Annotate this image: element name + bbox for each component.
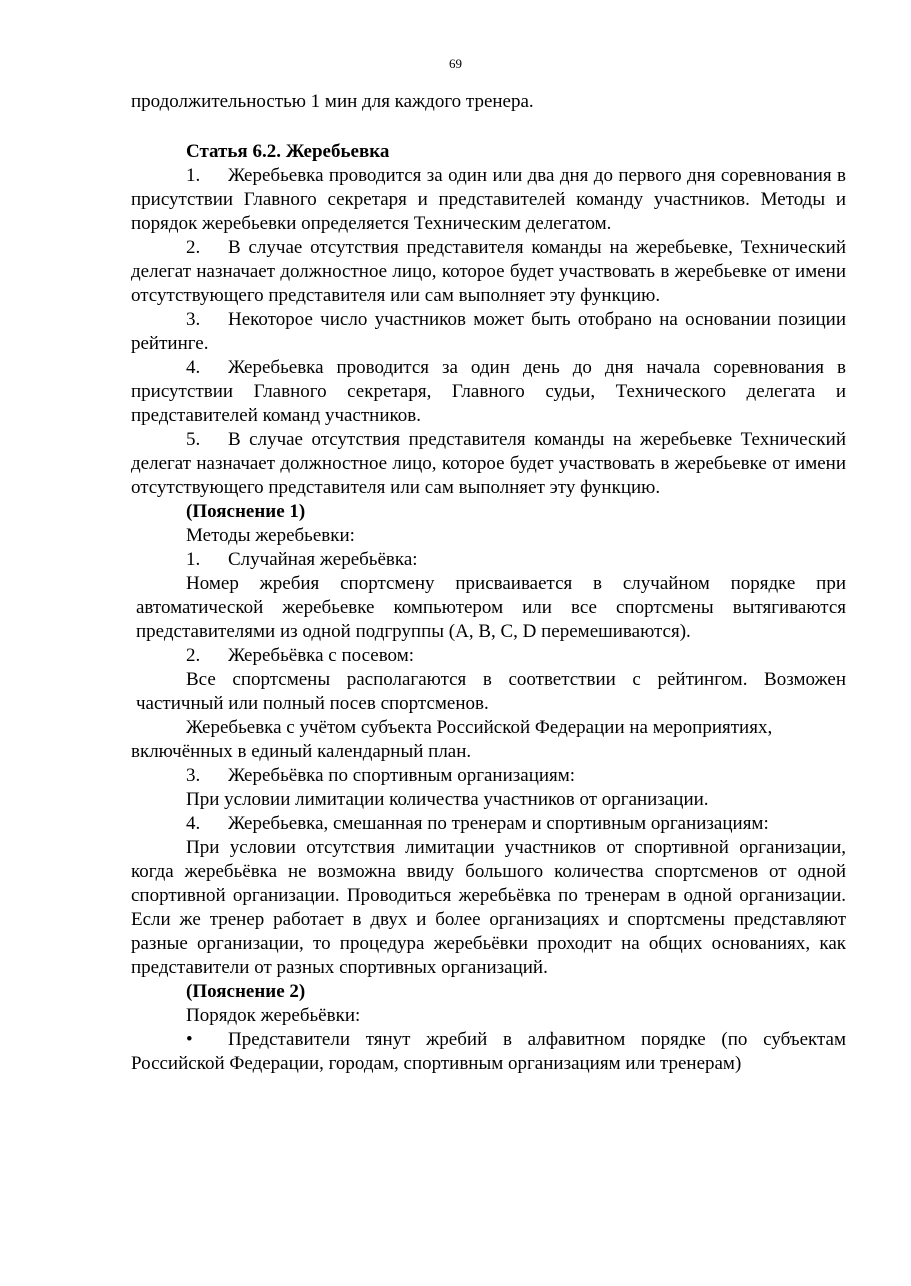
method-3-title: 3. Жеребьёвка по спортивным организациям: <box>186 765 576 786</box>
note-1-heading: (Пояснение 1) <box>186 501 306 522</box>
article-title: Статья 6.2. Жеребьевка <box>186 141 390 162</box>
method-1-text: Номер жребия спортсмену присваивается в случайном порядке при автоматической жеребьевке компьютером или все спортсмены вытягиваются представителями из одной подгруппы (A, B, C, D перемешиваются). <box>136 573 846 642</box>
note-1-intro: Методы жеребьевки: <box>186 525 355 546</box>
article-item-2: 2. В случае отсутствия представителя команды на жеребьевке, Технический делегат назначает должностное лицо, которое будет участвовать в жеребьевке от имени отсутствующего представителя или сам выполняет эту функцию. <box>131 237 846 306</box>
bullet-icon: • <box>186 1029 193 1050</box>
article-item-5: 5. В случае отсутствия представителя команды на жеребьевке Технический делегат назначает должностное лицо, которое будет участвовать в жеребьевке от имени отсутствующего представителя или сам выполняет эту функцию. <box>131 429 846 498</box>
method-3-text: При условии лимитации количества участников от организации. <box>186 789 709 810</box>
page-content <box>131 90 846 1076</box>
article-item-3: 3. Некоторое число участников может быть отобрано на основании позиции рейтинге. <box>131 309 846 354</box>
method-4-text: При условии отсутствия лимитации участников от спортивной организации, когда жеребьёвка не возможна ввиду большого количества спортсменов от одной спортивной организации. Проводиться жеребьёвка по тренерам в одной организации. Если же тренер работает в двух и более организациях и спортсмены представляют разные организации, то процедура жеребьёвки проходит на общих основаниях, как представители от разных спортивных организаций. <box>131 837 846 978</box>
note-2-intro: Порядок жеребьёвки: <box>186 1005 361 1026</box>
article-item-4: 4. Жеребьевка проводится за один день до дня начала соревнования в присутствии Главного секретаря, Главного судьи, Технического делегата и представителей команд участников. <box>131 357 846 426</box>
method-2-title: 2. Жеребьёвка с посевом: <box>186 645 414 666</box>
method-1-title: 1. Случайная жеребьёвка: <box>186 549 418 570</box>
method-2-extra: Жеребьевка с учётом субъекта Российской Федерации на мероприятиях, включённых в единый календарный план. <box>131 717 773 762</box>
method-4-title: 4. Жеребьевка, смешанная по тренерам и спортивным организациям: <box>186 813 769 834</box>
page-number: 69 <box>449 56 462 71</box>
continuation-line: продолжительностью 1 мин для каждого тренера. <box>131 91 534 112</box>
note-2-bullet-item: • Представители тянут жребий в алфавитном порядке (по субъектам Российской Федерации, городам, спортивным организациям или тренерам) <box>131 1029 846 1074</box>
article-item-1: 1. Жеребьевка проводится за один или два дня до первого дня соревнования в присутствии Главного секретаря и представителей команду участников. Методы и порядок жеребьевки определяется Техническим делегатом. <box>131 165 846 234</box>
method-2-text: Все спортсмены располагаются в соответствии с рейтингом. Возможен частичный или полный посев спортсменов. <box>136 669 846 714</box>
note-2-heading: (Пояснение 2) <box>186 981 306 1002</box>
